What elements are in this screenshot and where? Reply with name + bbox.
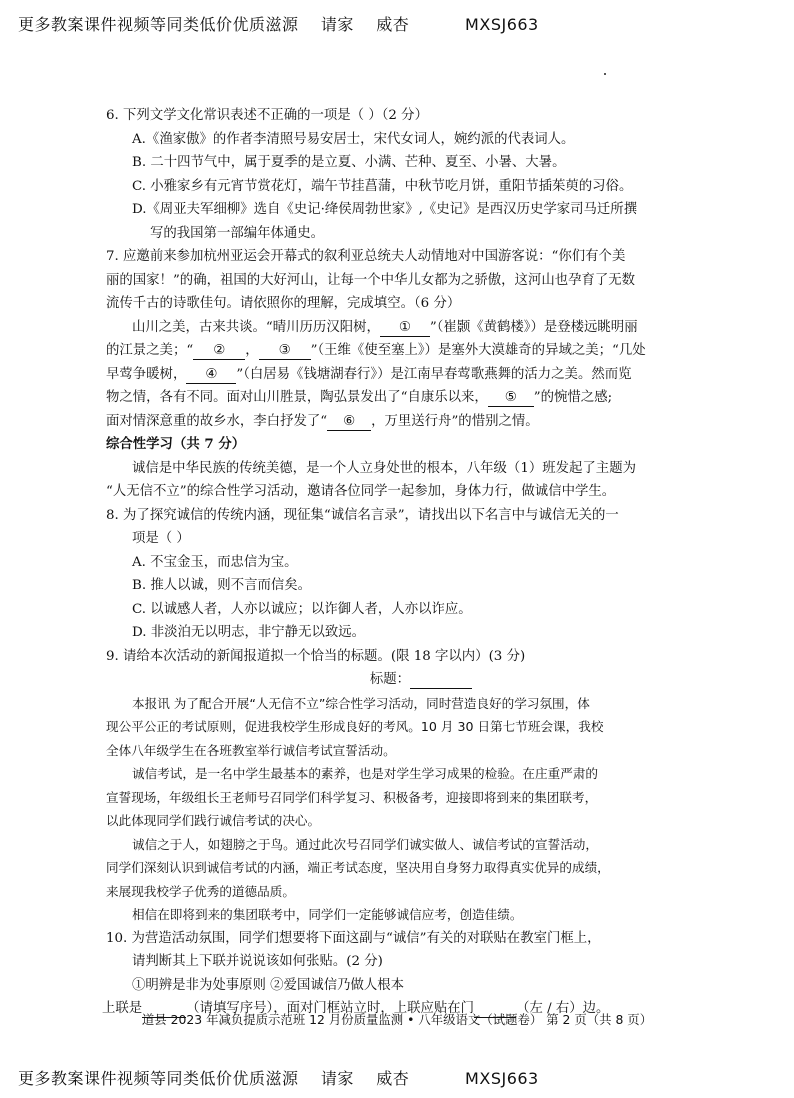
article-line: 诚信考试，是一名中学生最基本的素养，也是对学生学习成果的检验。在庄重严肃的 [132, 766, 598, 781]
q9-title-label: 标题： [369, 672, 411, 687]
q9-title-blank[interactable] [410, 672, 472, 689]
q9-title-row [106, 668, 696, 692]
q10-answer-line: 上联是 （请填写序号），面对门框站立时，上联应贴在门 （左 / 右）边。 [102, 1001, 610, 1016]
q6-option-c: C. 小雅家乡有元宵节赏花灯，端午节挂菖蒲，中秋节吃月饼，重阳节插茱萸的习俗。 [132, 178, 633, 194]
q10-stem-2: 请判断其上下联并说说该如何张贴。(2 分) [132, 954, 383, 969]
article-line: 本报讯 为了配合开展“人无信不立”综合性学习活动，同时营造良好的学习氛围，体 [132, 695, 590, 711]
exam-page-body [102, 104, 696, 1021]
q8-stem-2: 项是（ ） [132, 531, 190, 546]
q6-option-a: A.《渔家傲》的作者李清照号易安居士，宋代女词人，婉约派的代表词人。 [132, 131, 575, 147]
q6-option-d: D.《周亚夫军细柳》选自《史记·绛侯周勃世家》,《史记》是西汉历史学家司马迁所撰 [132, 202, 638, 217]
section-intro-1: 诚信是中华民族的传统美德，是一个人立身处世的根本，八年级（1）班发起了主题为 [132, 460, 636, 476]
section-title: 综合性学习（共 7 分） [106, 436, 246, 452]
news-article [106, 692, 696, 927]
section-intro-2: “人无信不立”的综合性学习活动，邀请各位同学一起参加，身体力行，做诚信中学生。 [106, 484, 616, 499]
article-line: 来展现我校学子优秀的道德品质。 [106, 883, 295, 899]
article-line: 相信在即将到来的集团联考中，同学们一定能够诚信应考，创造佳绩。 [132, 907, 523, 922]
watermark-banner-bottom: 更多教案课件视频等同类低价优质滋源 请家 威杏 MXSJ663 [18, 1069, 539, 1088]
q8-option-a: A. 不宝金玉，而忠信为宝。 [132, 554, 298, 570]
article-line: 以此体现同学们践行诚信考试的决心。 [106, 813, 321, 828]
q8-option-c: C. 以诚感人者，人亦以诚应；以诈御人者，人亦以诈应。 [132, 601, 472, 617]
q6-option-b: B. 二十四节气中，属于夏季的是立夏、小满、芒种、夏至、小暑、大暑。 [132, 155, 566, 170]
q7-stem-2: 丽的国家！”的确，祖国的大好河山，让每一个中华儿女都为之骄傲，这河山也孕育了无数 [106, 272, 636, 288]
blank-4[interactable]: ④ [186, 367, 236, 384]
q10-couplet: ①明辨是非为处事原则 ②爱国诚信乃做人根本 [132, 977, 405, 993]
article-line: 宣誓现场，年级组长王老师号召同学们科学复习、积极备考，迎接即将到来的集团联考， [106, 789, 598, 805]
q6-option-d-cont: 写的我国第一部编年体通史。 [150, 225, 325, 241]
q7-passage-3: 早莺争暖树， ④ ”（白居易《钱塘湖春行》）是江南早春莺歌燕舞的活力之美。然而览 [106, 366, 632, 382]
article-line: 全体八年级学生在各班教室举行诚信考试宣誓活动。 [106, 742, 396, 758]
q7-stem-1: 7. 应邀前来参加杭州亚运会开幕式的叙利亚总统夫人动情地对中国游客说：“你们有个美 [106, 249, 626, 264]
blank-2[interactable]: ② [193, 343, 245, 360]
q7-stem-3: 流传千古的诗歌佳句。请依照你的理解，完成填空。（6 分） [106, 296, 461, 311]
q10-stem-1: 10. 为营造活动氛围，同学们想要将下面这副与“诚信”有关的对联贴在教室门框上， [106, 930, 601, 946]
page-footer: 道县 2023 年减负提质示范班 12 月份质量监测 • 八年级语文（试题卷） 第 2 页（共 8 页） [141, 1012, 653, 1027]
article-line: 同学们深刻认识到诚信考试的内涵，端正考试态度，坚决用自身努力取得真实优异的成绩， [106, 860, 610, 875]
blank-5[interactable]: ⑤ [488, 390, 534, 407]
q7-passage-4: 物之情，各有不同。面对山川胜景，陶弘景发出了“自康乐以来， ⑤ ”的惋惜之感; [106, 390, 613, 405]
blank-6[interactable]: ⑥ [327, 414, 371, 431]
q9-stem: 9. 请给本次活动的新闻报道拟一个恰当的标题。(限 18 字以内）(3 分) [106, 648, 526, 664]
article-line: 诚信之于人，如翅膀之于鸟。通过此次号召同学们诚实做人、诚信考试的宣誓活动， [132, 836, 598, 852]
q7-passage-1: 山川之美，古来共谈。“晴川历历汉阳树， ① ”（崔颢《黄鹤楼》）是登楼远眺明丽 [132, 319, 638, 335]
q6-stem: 6. 下列文学文化常识表述不正确的一项是（ ）（2 分） [106, 108, 428, 123]
scan-speck [604, 73, 606, 75]
q7-passage-5: 面对情深意重的故乡水，李白抒发了“ ⑥ ，万里送行舟”的惜别之情。 [106, 413, 539, 429]
q8-option-b: B. 推人以诚，则不言而信矣。 [132, 578, 312, 593]
blank-1[interactable]: ① [380, 320, 430, 337]
watermark-banner-top: 更多教案课件视频等同类低价优质滋源 请家 威杏 MXSJ663 [18, 15, 539, 34]
article-line: 现公平公正的考试原则，促进我校学生形成良好的考风。10 月 30 日第七节班会课，我校 [106, 719, 604, 734]
q8-option-d: D. 非淡泊无以明志，非宁静无以致远。 [132, 625, 366, 640]
blank-3[interactable]: ③ [259, 343, 311, 360]
q8-stem-1: 8. 为了探究诚信的传统内涵，现征集“诚信名言录”，请找出以下名言中与诚信无关的一 [106, 507, 619, 523]
q7-passage-2: 的江景之美；“ ② ， ③ ”（王维《使至塞上》）是塞外大漠雄奇的异域之美；“几处 [106, 343, 646, 358]
